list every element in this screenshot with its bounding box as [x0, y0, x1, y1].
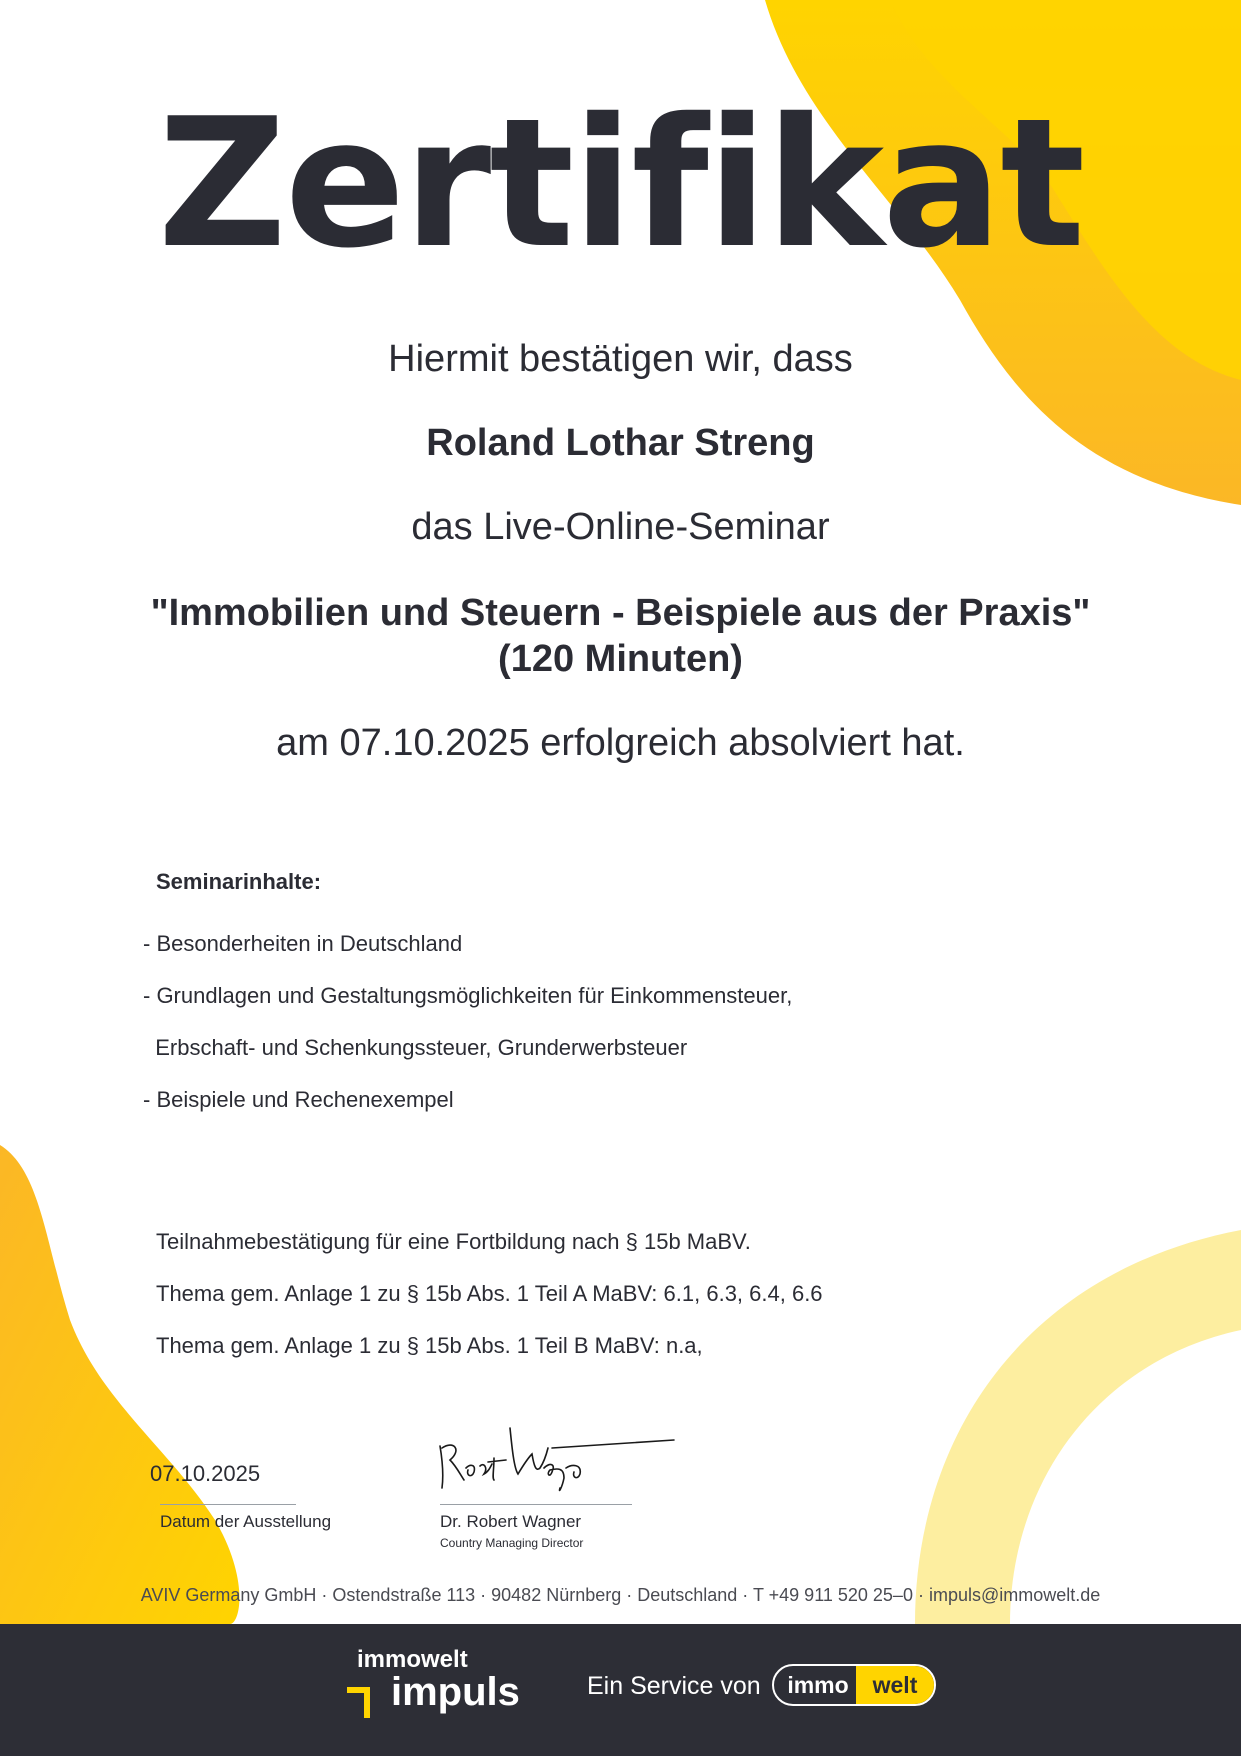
list-item: - Grundlagen und Gestaltungsmöglichkeiten für Einkommensteuer, — [143, 983, 793, 1008]
contents-list — [143, 918, 792, 1126]
date-line — [160, 1504, 296, 1505]
issue-date-label: Datum der Ausstellung — [160, 1512, 332, 1531]
seminar-title-line1: "Immobilien und Steuern - Beispiele aus der Praxis" — [150, 592, 1091, 634]
brand-top-text: immowelt — [357, 1646, 468, 1673]
signer-name: Dr. Robert Wagner — [440, 1512, 582, 1531]
certificate-title: Zertifikat — [157, 80, 1084, 287]
list-item: - Beispiele und Rechenexempel — [143, 1087, 454, 1112]
mabv-confirmation — [156, 1216, 823, 1372]
contents-heading: Seminarinhalte: — [156, 869, 322, 894]
list-item: - Besonderheiten in Deutschland — [143, 931, 463, 956]
issue-date: 07.10.2025 — [150, 1461, 261, 1486]
seminar-type: das Live-Online-Seminar — [411, 506, 830, 548]
signature-image — [432, 1418, 677, 1498]
company-address: AVIV Germany GmbH · Ostendstraße 113 · 90482 Nürnberg · Deutschland · T +49 911 520 25–0 · impuls@immowelt.de — [140, 1585, 1101, 1605]
list-item: Thema gem. Anlage 1 zu § 15b Abs. 1 Teil A MaBV: 6.1, 6.3, 6.4, 6.6 — [156, 1281, 823, 1306]
bracket-icon — [345, 1680, 385, 1720]
logo-right-text: welt — [856, 1666, 934, 1704]
seminar-title-line2: (120 Minuten) — [498, 638, 743, 680]
signer-role: Country Managing Director — [440, 1536, 584, 1550]
immowelt-logo — [772, 1664, 936, 1706]
participant-name: Roland Lothar Streng — [426, 422, 815, 464]
completion-text: am 07.10.2025 erfolgreich absolviert hat. — [276, 722, 965, 764]
service-text: Ein Service von — [587, 1672, 761, 1700]
immowelt-impuls-logo — [345, 1646, 520, 1715]
seminar-title — [0, 590, 1241, 682]
footer-bar — [0, 1624, 1241, 1756]
list-item: Thema gem. Anlage 1 zu § 15b Abs. 1 Teil B MaBV: n.a, — [156, 1333, 703, 1358]
signature-line — [440, 1504, 632, 1505]
intro-text: Hiermit bestätigen wir, dass — [388, 338, 853, 380]
list-item: Erbschaft- und Schenkungssteuer, Grunderwerbsteuer — [143, 1035, 688, 1060]
brand-bottom-text: impuls — [391, 1670, 520, 1714]
logo-left-text: immo — [787, 1672, 849, 1698]
list-item: Teilnahmebestätigung für eine Fortbildung nach § 15b MaBV. — [156, 1229, 751, 1254]
bottom-right-arc — [915, 1230, 1241, 1624]
